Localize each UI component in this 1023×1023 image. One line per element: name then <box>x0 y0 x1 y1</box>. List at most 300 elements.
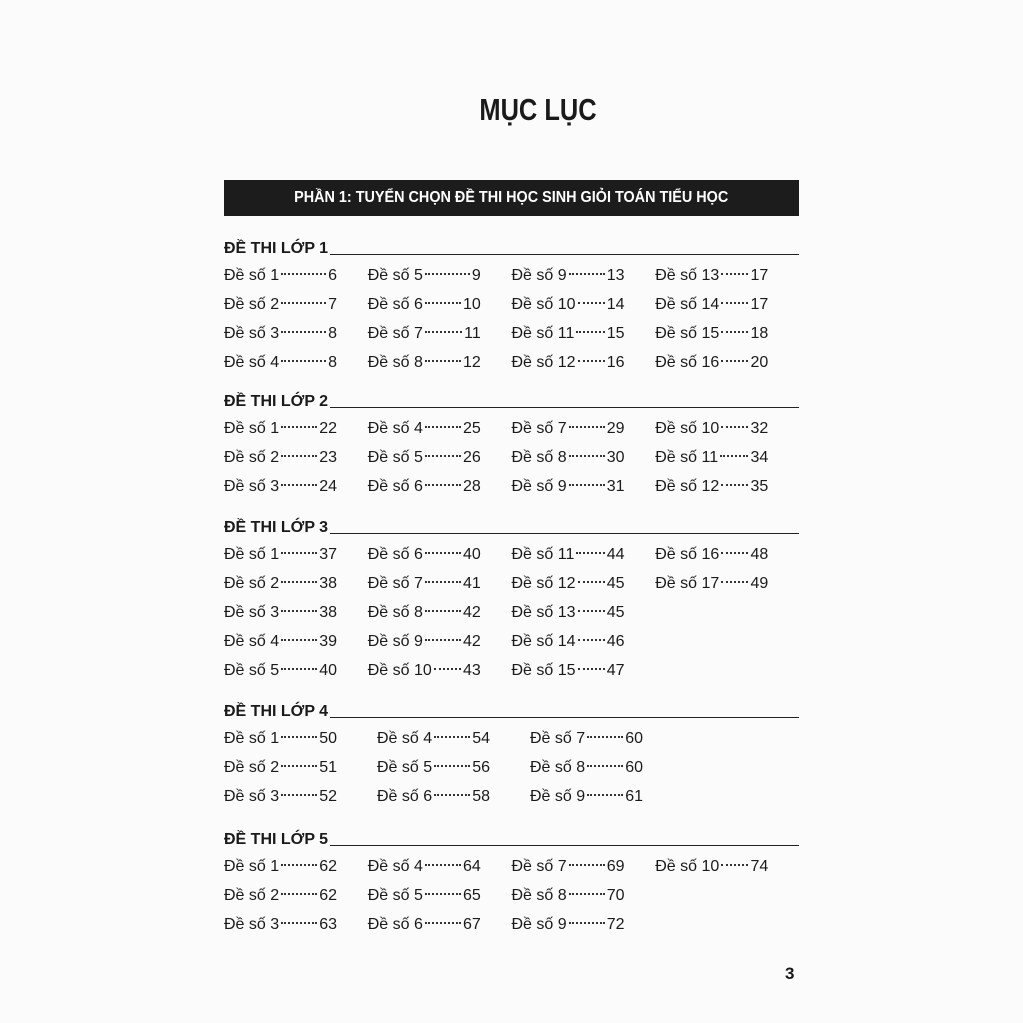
entry-page-number: 60 <box>625 730 643 747</box>
entry-label: Đề số 7 <box>511 420 567 437</box>
entry-page-number: 69 <box>606 858 625 875</box>
dot-leader <box>281 552 317 554</box>
entry-label: Đề số 4 <box>367 858 423 875</box>
entry-label: Đề số 3 <box>224 788 280 805</box>
entry-column <box>224 724 377 811</box>
entry-page-number: 34 <box>750 449 769 466</box>
toc-entry <box>224 261 337 290</box>
toc-entry <box>655 569 768 598</box>
entry-label: Đề số 5 <box>367 449 423 466</box>
entry-column <box>655 414 799 501</box>
entry-page-number: 9 <box>471 267 481 284</box>
dot-leader <box>434 736 470 738</box>
section-header <box>224 827 799 849</box>
entry-page-number: 49 <box>750 575 769 592</box>
dot-leader <box>281 893 317 895</box>
dot-leader <box>578 581 605 583</box>
section-header <box>224 699 799 721</box>
part-banner-text: PHẦN 1: TUYỂN CHỌN ĐỀ THI HỌC SINH GIỎI TOÁN TIỂU HỌC <box>294 189 729 206</box>
entry-columns <box>224 540 799 685</box>
entry-label: Đề số 2 <box>224 887 280 904</box>
toc-entry <box>224 852 337 881</box>
entry-columns <box>224 414 799 501</box>
entry-page-number: 64 <box>462 858 481 875</box>
entry-label: Đề số 8 <box>367 354 423 371</box>
entry-label: Đề số 1 <box>224 730 280 747</box>
toc-entry <box>224 881 337 910</box>
toc-entry <box>368 414 481 443</box>
dot-leader <box>281 426 317 428</box>
toc-entry <box>368 348 481 377</box>
toc-entry <box>512 569 625 598</box>
section-header <box>224 389 799 411</box>
entry-column <box>368 414 512 501</box>
entry-label: Đề số 3 <box>224 325 280 342</box>
entry-page-number: 29 <box>606 420 625 437</box>
entry-columns <box>224 261 799 377</box>
dot-leader <box>578 668 605 670</box>
entry-page-number: 6 <box>328 267 337 284</box>
entry-label: Đề số 6 <box>377 788 433 805</box>
entry-label: Đề số 1 <box>224 858 280 875</box>
dot-leader <box>578 302 605 304</box>
toc-entry <box>512 290 625 319</box>
entry-page-number: 51 <box>319 759 337 776</box>
entry-label: Đề số 10 <box>367 662 432 679</box>
toc-entry <box>224 753 337 782</box>
toc-section <box>224 389 799 501</box>
entry-page-number: 52 <box>319 788 337 805</box>
entry-label: Đề số 13 <box>655 267 720 284</box>
entry-label: Đề số 14 <box>655 296 720 313</box>
dot-leader <box>569 893 605 895</box>
section-header <box>224 236 799 258</box>
entry-page-number: 15 <box>606 325 625 342</box>
dot-leader <box>281 639 317 641</box>
toc-entry <box>368 319 481 348</box>
toc-entry <box>530 782 643 811</box>
toc-entry <box>224 724 337 753</box>
entry-page-number: 56 <box>472 759 490 776</box>
toc-section <box>224 699 799 811</box>
section-title: ĐỀ THI LỚP 1 <box>224 240 329 257</box>
toc-entry <box>512 598 625 627</box>
page-title: MỤC LỤC <box>479 92 597 127</box>
entry-label: Đề số 16 <box>655 546 720 563</box>
dot-leader <box>281 581 317 583</box>
entry-page-number: 30 <box>606 449 625 466</box>
entry-label: Đề số 10 <box>655 858 720 875</box>
entry-label: Đề số 15 <box>511 662 576 679</box>
entry-label: Đề số 12 <box>511 575 576 592</box>
toc-entry <box>224 540 337 569</box>
toc-entry <box>368 881 481 910</box>
toc-entry <box>512 443 625 472</box>
entry-column <box>224 261 368 377</box>
dot-leader <box>569 455 605 457</box>
toc-entry <box>368 472 481 501</box>
entry-label: Đề số 3 <box>224 478 280 495</box>
entry-page-number: 50 <box>319 730 337 747</box>
entry-column <box>224 414 368 501</box>
entry-page-number: 32 <box>750 420 769 437</box>
entry-page-number: 38 <box>319 575 337 592</box>
entry-column <box>224 540 368 685</box>
dot-leader <box>281 302 326 304</box>
toc-entry <box>368 852 481 881</box>
entry-label: Đề số 11 <box>655 449 719 466</box>
entry-label: Đề số 6 <box>367 916 423 933</box>
section-rule <box>330 533 799 534</box>
entry-columns <box>224 724 799 811</box>
entry-page-number: 17 <box>750 267 769 284</box>
dot-leader <box>434 794 470 796</box>
entry-label: Đề số 17 <box>655 575 720 592</box>
dot-leader <box>281 273 326 275</box>
entry-label: Đề số 1 <box>224 267 280 284</box>
dot-leader <box>281 331 326 333</box>
toc-entry <box>512 910 625 939</box>
entry-page-number: 74 <box>750 858 769 875</box>
dot-leader <box>569 864 605 866</box>
entry-label: Đề số 7 <box>367 575 423 592</box>
entry-page-number: 8 <box>328 325 337 342</box>
toc-entry <box>224 598 337 627</box>
entry-label: Đề số 12 <box>511 354 576 371</box>
section-title: ĐỀ THI LỚP 2 <box>224 393 329 410</box>
toc-entry <box>368 656 481 685</box>
toc-entry <box>530 753 643 782</box>
entry-columns <box>224 852 799 939</box>
toc-section <box>224 827 799 939</box>
dot-leader <box>425 922 461 924</box>
dot-leader <box>721 331 748 333</box>
toc-entry <box>224 348 337 377</box>
entry-page-number: 61 <box>625 788 643 805</box>
entry-label: Đề số 5 <box>377 759 433 776</box>
dot-leader <box>578 360 605 362</box>
dot-leader <box>587 736 623 738</box>
entry-page-number: 22 <box>319 420 337 437</box>
dot-leader <box>569 922 605 924</box>
toc-entry <box>512 881 625 910</box>
dot-leader <box>281 864 317 866</box>
entry-column <box>512 540 656 685</box>
entry-column <box>655 540 799 685</box>
entry-column <box>530 724 683 811</box>
toc-entry <box>655 414 768 443</box>
section-title: ĐỀ THI LỚP 5 <box>224 831 329 848</box>
dot-leader <box>576 552 604 554</box>
entry-page-number: 60 <box>625 759 643 776</box>
section-rule <box>330 254 799 255</box>
entry-label: Đề số 4 <box>377 730 433 747</box>
dot-leader <box>720 455 748 457</box>
dot-leader <box>281 455 317 457</box>
entry-label: Đề số 8 <box>511 449 567 466</box>
toc-entry <box>377 753 490 782</box>
dot-leader <box>569 484 605 486</box>
dot-leader <box>425 864 461 866</box>
toc-entry <box>512 852 625 881</box>
entry-page-number: 20 <box>750 354 769 371</box>
entry-page-number: 14 <box>606 296 625 313</box>
toc-entry <box>224 910 337 939</box>
dot-leader <box>425 302 461 304</box>
dot-leader <box>721 552 748 554</box>
entry-label: Đề số 9 <box>511 916 567 933</box>
entry-label: Đề số 6 <box>367 478 423 495</box>
dot-leader <box>425 581 461 583</box>
toc-entry <box>655 540 768 569</box>
entry-label: Đề số 2 <box>224 296 280 313</box>
toc-entry <box>655 472 768 501</box>
toc-entry <box>655 319 768 348</box>
entry-page-number: 16 <box>606 354 625 371</box>
entry-page-number: 11 <box>464 325 481 342</box>
entry-label: Đề số 12 <box>655 478 720 495</box>
entry-column <box>368 540 512 685</box>
entry-page-number: 46 <box>606 633 625 650</box>
entry-column <box>224 852 368 939</box>
entry-label: Đề số 8 <box>530 759 586 776</box>
entry-label: Đề số 1 <box>224 546 280 563</box>
dot-leader <box>425 552 461 554</box>
entry-page-number: 24 <box>319 478 337 495</box>
section-rule <box>330 407 799 408</box>
entry-label: Đề số 7 <box>511 858 567 875</box>
entry-column <box>512 852 656 939</box>
dot-leader <box>569 426 605 428</box>
toc-entry <box>224 569 337 598</box>
dot-leader <box>721 273 748 275</box>
entry-label: Đề số 2 <box>224 759 280 776</box>
toc-entry <box>224 414 337 443</box>
entry-label: Đề số 13 <box>511 604 576 621</box>
entry-page-number: 43 <box>462 662 481 679</box>
entry-label: Đề số 3 <box>224 604 280 621</box>
toc-entry <box>224 290 337 319</box>
dot-leader <box>721 484 748 486</box>
dot-leader <box>281 360 326 362</box>
toc-entry <box>368 540 481 569</box>
entry-page-number: 72 <box>606 916 625 933</box>
entry-column <box>368 852 512 939</box>
entry-label: Đề số 10 <box>511 296 576 313</box>
dot-leader <box>281 922 317 924</box>
toc-entry <box>512 319 625 348</box>
entry-page-number: 17 <box>750 296 769 313</box>
dot-leader <box>434 668 461 670</box>
toc-entry <box>368 261 481 290</box>
entry-label: Đề số 5 <box>367 887 423 904</box>
dot-leader <box>425 610 461 612</box>
entry-label: Đề số 7 <box>367 325 423 342</box>
toc-entry <box>368 598 481 627</box>
toc-entry <box>530 724 643 753</box>
entry-page-number: 42 <box>462 633 481 650</box>
dot-leader <box>425 484 461 486</box>
section-header <box>224 515 799 537</box>
entry-page-number: 44 <box>606 546 625 563</box>
entry-page-number: 45 <box>606 604 625 621</box>
dot-leader <box>721 581 748 583</box>
part-banner <box>224 180 799 216</box>
dot-leader <box>425 426 461 428</box>
entry-label: Đề số 16 <box>655 354 720 371</box>
dot-leader <box>721 426 748 428</box>
entry-label: Đề số 11 <box>511 325 575 342</box>
toc-entry <box>512 656 625 685</box>
toc-section <box>224 236 799 377</box>
entry-label: Đề số 15 <box>655 325 720 342</box>
entry-label: Đề số 14 <box>511 633 576 650</box>
toc-entry <box>224 627 337 656</box>
dot-leader <box>281 668 317 670</box>
entry-page-number: 25 <box>462 420 481 437</box>
entry-label: Đề số 4 <box>224 354 280 371</box>
toc-entry <box>368 290 481 319</box>
toc-entry <box>512 540 625 569</box>
entry-page-number: 45 <box>606 575 625 592</box>
entry-label: Đề số 6 <box>367 296 423 313</box>
toc-entry <box>655 348 768 377</box>
toc-section <box>224 515 799 685</box>
dot-leader <box>425 331 462 333</box>
toc-entry <box>655 443 768 472</box>
entry-label: Đề số 9 <box>511 478 567 495</box>
dot-leader <box>425 455 461 457</box>
section-title: ĐỀ THI LỚP 4 <box>224 703 329 720</box>
entry-label: Đề số 9 <box>511 267 567 284</box>
toc-entry <box>368 627 481 656</box>
dot-leader <box>281 765 317 767</box>
entry-page-number: 42 <box>462 604 481 621</box>
dot-leader <box>578 639 605 641</box>
toc-entry <box>377 782 490 811</box>
toc-entry <box>655 852 768 881</box>
entry-label: Đề số 2 <box>224 449 280 466</box>
entry-page-number: 8 <box>328 354 337 371</box>
toc-entry <box>368 910 481 939</box>
toc-entry <box>224 472 337 501</box>
section-rule <box>330 717 799 718</box>
entry-column <box>655 852 799 939</box>
dot-leader <box>425 893 461 895</box>
entry-page-number: 31 <box>606 478 625 495</box>
entry-page-number: 67 <box>462 916 481 933</box>
entry-column <box>655 261 799 377</box>
toc-entry <box>224 656 337 685</box>
toc-entry <box>512 414 625 443</box>
entry-label: Đề số 5 <box>224 662 280 679</box>
entry-page-number: 10 <box>462 296 481 313</box>
entry-label: Đề số 9 <box>367 633 423 650</box>
toc-entry <box>224 319 337 348</box>
toc-entry <box>512 348 625 377</box>
entry-label: Đề số 2 <box>224 575 280 592</box>
dot-leader <box>281 736 317 738</box>
entry-label: Đề số 3 <box>224 916 280 933</box>
entry-page-number: 62 <box>319 887 337 904</box>
entry-page-number: 40 <box>319 662 337 679</box>
section-rule <box>330 845 799 846</box>
dot-leader <box>587 765 623 767</box>
entry-label: Đề số 4 <box>367 420 423 437</box>
section-title: ĐỀ THI LỚP 3 <box>224 519 329 536</box>
toc-entry <box>512 261 625 290</box>
dot-leader <box>721 360 748 362</box>
page-number: 3 <box>785 964 795 983</box>
dot-leader <box>281 794 317 796</box>
entry-column <box>512 414 656 501</box>
entry-page-number: 62 <box>319 858 337 875</box>
entry-label: Đề số 8 <box>511 887 567 904</box>
entry-page-number: 54 <box>472 730 490 747</box>
entry-page-number: 39 <box>319 633 337 650</box>
entry-page-number: 38 <box>319 604 337 621</box>
toc-entry <box>512 627 625 656</box>
entry-page-number: 35 <box>750 478 769 495</box>
entry-page-number: 12 <box>462 354 481 371</box>
toc-entry <box>224 443 337 472</box>
toc-entry <box>224 782 337 811</box>
entry-page-number: 48 <box>750 546 769 563</box>
entry-column <box>512 261 656 377</box>
entry-label: Đề số 6 <box>367 546 423 563</box>
dot-leader <box>569 273 605 275</box>
entry-page-number: 7 <box>328 296 337 313</box>
dot-leader <box>281 484 317 486</box>
dot-leader <box>425 360 461 362</box>
dot-leader <box>576 331 604 333</box>
entry-label: Đề số 7 <box>530 730 586 747</box>
entry-page-number: 47 <box>606 662 625 679</box>
dot-leader <box>578 610 605 612</box>
toc-entry <box>655 261 768 290</box>
entry-label: Đề số 8 <box>367 604 423 621</box>
entry-page-number: 23 <box>319 449 337 466</box>
entry-page-number: 37 <box>319 546 337 563</box>
entry-page-number: 41 <box>462 575 481 592</box>
entry-page-number: 65 <box>462 887 481 904</box>
entry-page-number: 40 <box>462 546 481 563</box>
entry-page-number: 18 <box>750 325 769 342</box>
entry-column <box>368 261 512 377</box>
entry-page-number: 63 <box>319 916 337 933</box>
dot-leader <box>587 794 623 796</box>
entry-label: Đề số 1 <box>224 420 280 437</box>
dot-leader <box>721 864 748 866</box>
entry-column <box>377 724 530 811</box>
toc-entry <box>368 569 481 598</box>
dot-leader <box>425 639 461 641</box>
entry-page-number: 70 <box>606 887 625 904</box>
dot-leader <box>721 302 748 304</box>
entry-label: Đề số 4 <box>224 633 280 650</box>
toc-entry <box>512 472 625 501</box>
entry-label: Đề số 10 <box>655 420 720 437</box>
entry-label: Đề số 5 <box>367 267 423 284</box>
entry-page-number: 26 <box>462 449 481 466</box>
entry-page-number: 13 <box>606 267 625 284</box>
entry-page-number: 58 <box>472 788 490 805</box>
entry-label: Đề số 11 <box>511 546 575 563</box>
dot-leader <box>281 610 317 612</box>
toc-entry <box>655 290 768 319</box>
toc-entry <box>377 724 490 753</box>
dot-leader <box>425 273 470 275</box>
